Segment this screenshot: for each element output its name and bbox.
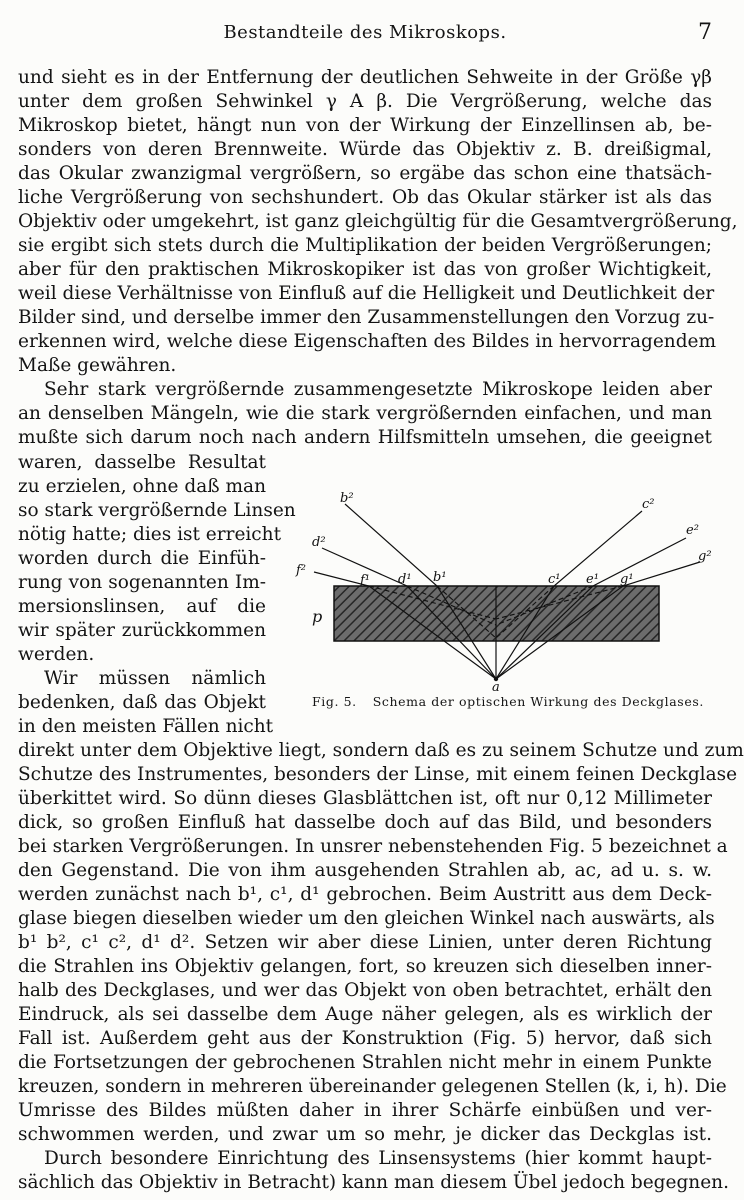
body-line: Maße gewähren. <box>18 355 177 376</box>
body-line: Bilder sind, und derselbe immer den Zusammenstellungen den Vorzug zu- <box>18 307 715 328</box>
body-line: Schutze des Instrumentes, besonders der Linse, mit einem feinen Deckglase <box>18 764 738 785</box>
page-number: 7 <box>698 20 712 45</box>
body-line: dick, so großen Einfluß hat dasselbe doch auf das Bild, und besonders <box>18 812 712 833</box>
body-line: Wir müssen nämlich <box>44 668 266 689</box>
body-line: halb des Deckglases, und wer das Objekt von oben betrachtet, erhält den <box>18 980 712 1001</box>
body-line: weil diese Verhältnisse von Einfluß auf die Helligkeit und Deutlichkeit der <box>18 283 715 304</box>
figure-5 <box>290 486 710 716</box>
label-b2: b² <box>340 491 354 506</box>
body-line: überkittet wird. So dünn dieses Glasblättchen ist, oft nur 0,12 Millimeter <box>18 788 712 809</box>
body-line: liche Vergrößerung von sechshundert. Ob das Okular stärker ist als das <box>18 187 712 208</box>
body-line: kreuzen, sondern in mehreren übereinander gelegenen Stellen (k, i, h). Die <box>18 1076 727 1097</box>
body-line: sie ergibt sich stets durch die Multiplikation der beiden Vergrößerungen; <box>18 235 712 256</box>
label-p: p <box>312 607 323 626</box>
body-line: Durch besondere Einrichtung des Linsensystems (hier kommt haupt- <box>44 1148 712 1169</box>
figure-caption <box>312 694 710 709</box>
label-c1: c¹ <box>548 572 561 587</box>
label-e1: e¹ <box>586 572 599 587</box>
body-line: Fall ist. Außerdem geht aus der Konstruktion (Fig. 5) hervor, daß sich <box>18 1028 712 1049</box>
body-line: unter dem großen Sehwinkel γ A β. Die Vergrößerung, welche das <box>18 91 712 112</box>
body-line: in den meisten Fällen nicht <box>18 716 274 737</box>
body-line: werden zunächst nach b¹, c¹, d¹ gebrochen. Beim Austritt aus dem Deck- <box>18 884 712 905</box>
label-g1: g¹ <box>620 572 634 587</box>
body-line: Mikroskop bietet, hängt nun von der Wirkung der Einzellinsen ab, be- <box>18 115 712 136</box>
body-line: zu erzielen, ohne daß man <box>18 476 266 497</box>
body-line: sächlich das Objektiv in Betracht) kann man diesem Übel jedoch begegnen. <box>18 1172 729 1193</box>
body-line: aber für den praktischen Mikroskopiker ist das von großer Wichtigkeit, <box>18 259 712 280</box>
body-line: erkennen wird, welche diese Eigenschaften des Bildes in hervorragendem <box>18 331 717 352</box>
body-line: die Fortsetzungen der gebrochenen Strahlen nicht mehr in einem Punkte <box>18 1052 712 1073</box>
body-line: das Okular zwanzigmal vergrößern, so ergäbe das schon eine thatsäch- <box>18 163 712 184</box>
label-b1: b¹ <box>433 570 447 585</box>
body-line: Umrisse des Bildes müßten daher in ihrer Schärfe einbüßen und ver- <box>18 1100 712 1121</box>
label-f2: f² <box>296 563 307 578</box>
caption-number: Fig. 5. <box>312 694 357 709</box>
body-line: glase biegen dieselben wieder um den gleichen Winkel nach auswärts, als <box>18 908 715 929</box>
label-f1: f¹ <box>360 573 371 588</box>
page-header <box>18 20 712 48</box>
label-a: a <box>492 680 500 695</box>
body-line: Eindruck, als sei dasselbe dem Auge näher gelegen, als es wirklich der <box>18 1004 712 1025</box>
body-line: den Gegenstand. Die von ihm ausgehenden Strahlen ab, ac, ad u. s. w. <box>18 860 712 881</box>
label-e2: e² <box>686 523 699 538</box>
caption-text: Schema der optischen Wirkung des Deckglases. <box>372 694 704 709</box>
body-line: Sehr stark vergrößernde zusammengesetzte Mikroskope leiden aber <box>44 379 712 400</box>
body-line: bei starken Vergrößerungen. In unsrer nebenstehenden Fig. 5 bezeichnet a <box>18 836 728 857</box>
body-line: schwommen werden, und zwar um so mehr, je dicker das Deckglas ist. <box>18 1124 712 1145</box>
body-line: rung von sogenannten Im- <box>18 572 266 593</box>
body-line: mersionslinsen, auf die <box>18 596 266 617</box>
label-c2: c² <box>642 497 655 512</box>
label-g2: g² <box>698 549 712 564</box>
body-line: mußte sich darum noch nach andern Hilfsmitteln umsehen, die geeignet <box>18 427 712 448</box>
body-line: b¹ b², c¹ c², d¹ d². Setzen wir aber diese Linien, unter deren Richtung <box>18 932 712 953</box>
body-line: an denselben Mängeln, wie die stark vergrößernden einfachen, und man <box>18 403 712 424</box>
body-line: werden. <box>18 644 95 665</box>
body-line: worden durch die Einfüh- <box>18 548 266 569</box>
body-line: die Strahlen ins Objektiv gelangen, fort, so kreuzen sich dieselben inner- <box>18 956 712 977</box>
body-line: waren, dasselbe Resultat <box>18 452 266 473</box>
body-line: und sieht es in der Entfernung der deutlichen Sehweite in der Größe γβ <box>18 67 712 88</box>
body-line: Objektiv oder umgekehrt, ist ganz gleichgültig für die Gesamtvergrößerung, <box>18 211 738 232</box>
body-line: direkt unter dem Objektive liegt, sondern daß es zu seinem Schutze und zum <box>18 740 744 761</box>
body-line: so stark vergrößernde Linsen <box>18 500 296 521</box>
body-line: sonders von deren Brennweite. Würde das Objektiv z. B. dreißigmal, <box>18 139 712 160</box>
body-line: wir später zurückkommen <box>18 620 266 641</box>
running-title: Bestandteile des Mikroskops. <box>223 22 507 43</box>
coverglass-diagram <box>290 486 712 695</box>
body-line: nötig hatte; dies ist erreicht <box>18 524 282 545</box>
label-d2: d² <box>312 535 326 550</box>
label-d1: d¹ <box>398 572 412 587</box>
body-line: bedenken, daß das Objekt <box>18 692 266 713</box>
